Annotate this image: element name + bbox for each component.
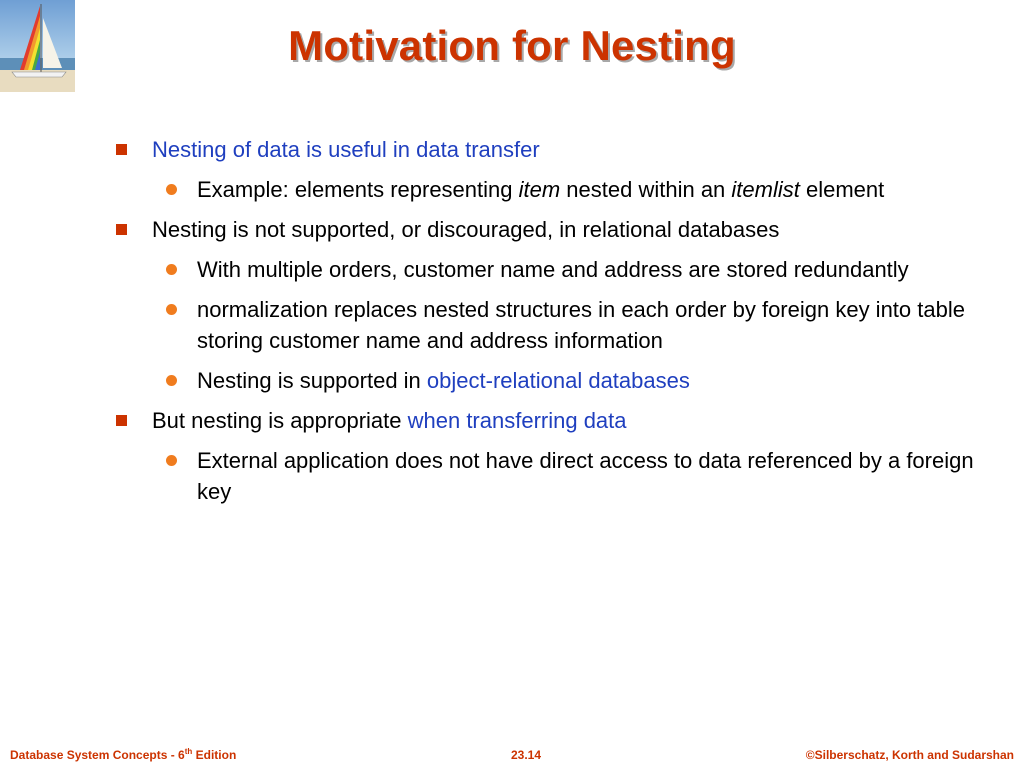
sub-bullet-text: nested within an xyxy=(560,177,732,202)
sub-bullet-text: External application does not have direct access to data referenced by a foreign key xyxy=(197,448,974,504)
sub-bullet-item xyxy=(112,174,992,205)
sub-bullet-item xyxy=(112,294,992,356)
round-bullet-icon xyxy=(166,304,177,315)
round-bullet-icon xyxy=(166,455,177,466)
square-bullet-icon xyxy=(116,144,127,155)
sub-bullet-text: normalization replaces nested structures in each order by foreign key into table storing customer name and address information xyxy=(197,297,965,353)
sub-bullet-text: With multiple orders, customer name and address are stored redundantly xyxy=(197,257,909,282)
sub-bullet-text: Example: elements representing xyxy=(197,177,519,202)
bullet-item xyxy=(112,214,992,245)
bullet-text: Nesting is not supported, or discouraged, in relational databases xyxy=(152,217,780,242)
sub-bullet-highlight-text: object-relational databases xyxy=(426,368,690,393)
bullet-item xyxy=(112,405,992,436)
square-bullet-icon xyxy=(116,224,127,235)
slide-body xyxy=(112,134,992,516)
sub-bullet-italic-text: item xyxy=(518,177,561,202)
sub-bullet-italic-text: itemlist xyxy=(731,177,800,202)
slide-title: Motivation for Nesting xyxy=(288,22,736,69)
footer-book-title xyxy=(10,747,236,762)
footer-book-title-text: Database System Concepts - 6 xyxy=(10,748,185,762)
bullet-highlight-text: when transferring data xyxy=(407,408,627,433)
sub-bullet-item xyxy=(112,365,992,396)
sub-bullet-text: element xyxy=(799,177,885,202)
bullet-item xyxy=(112,134,992,165)
sub-bullet-item xyxy=(112,254,992,285)
round-bullet-icon xyxy=(166,184,177,195)
footer-page-number: 23.14 xyxy=(511,748,542,762)
round-bullet-icon xyxy=(166,264,177,275)
round-bullet-icon xyxy=(166,375,177,386)
sub-bullet-text: Nesting is supported in xyxy=(197,368,427,393)
sub-bullet-item xyxy=(112,445,992,507)
square-bullet-icon xyxy=(116,415,127,426)
footer-copyright: ©Silberschatz, Korth and Sudarshan xyxy=(805,748,1014,762)
bullet-text: But nesting is appropriate xyxy=(152,408,408,433)
bullet-text: Nesting of data is useful in data transfer xyxy=(152,137,540,162)
footer-edition-text: Edition xyxy=(192,748,237,762)
footer-edition-superscript: th xyxy=(184,747,193,756)
